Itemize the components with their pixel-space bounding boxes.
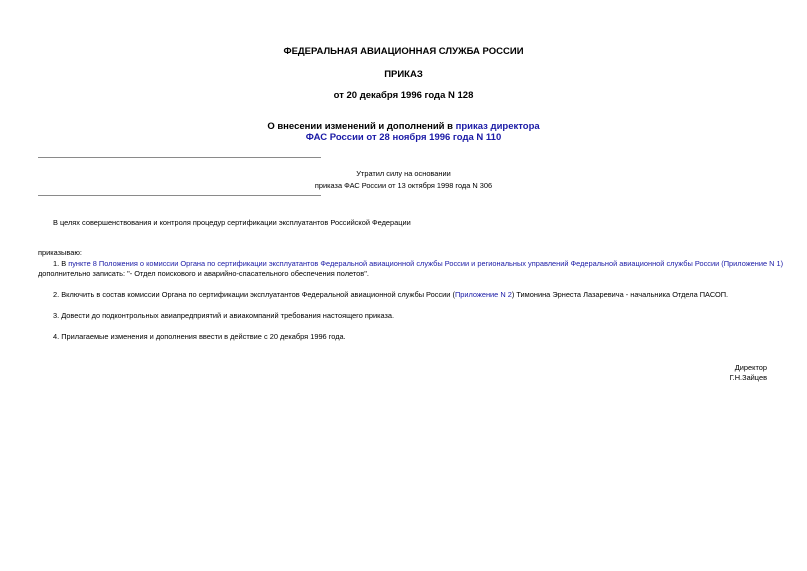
document-title-line2: [0, 132, 807, 144]
title-link-order[interactable]: приказ директора: [455, 121, 540, 132]
item-1: [53, 259, 783, 269]
status-note-line1: Утратил силу на основании: [356, 169, 451, 178]
divider-bottom: [38, 195, 321, 196]
title-link-order-date[interactable]: ФАС России от 28 ноября 1996 года N 110: [305, 132, 502, 143]
signature-position: Директор: [734, 363, 767, 372]
doc-type-heading: ПРИКАЗ: [384, 69, 423, 80]
signature-name: Г.Н.Зайцев: [729, 373, 767, 382]
item-1-prefix: 1. В: [53, 259, 69, 268]
item-1-link[interactable]: пункте 8 Положения о комиссии Органа по сертификации эксплуатантов Федеральной авиационной службы России и региональных управлений Федеральной авиационной службы России (Приложение N 1): [68, 259, 784, 268]
date-number-heading: от 20 декабря 1996 года N 128: [333, 90, 474, 101]
order-word: приказываю:: [38, 248, 82, 257]
item-2-suffix: ) Тимонина Эрнеста Лазаревича - начальника Отдела ПАСОП.: [511, 290, 729, 299]
title-prefix: О внесении изменений и дополнений в: [267, 121, 456, 132]
divider-top: [38, 157, 321, 158]
item-2-prefix: 2. Включить в состав комиссии Органа по сертификации эксплуатантов Федеральной авиационной службы России (: [53, 290, 455, 299]
item-2: [53, 290, 728, 300]
item-4: 4. Прилагаемые изменения и дополнения ввести в действие с 20 декабря 1996 года.: [53, 332, 346, 341]
item-2-link[interactable]: Приложение N 2: [454, 290, 512, 299]
agency-heading: ФЕДЕРАЛЬНАЯ АВИАЦИОННАЯ СЛУЖБА РОССИИ: [283, 46, 524, 57]
item-3: 3. Довести до подконтрольных авиапредприятий и авиакомпаний требования настоящего приказа.: [53, 311, 395, 320]
preamble: В целях совершенствования и контроля процедур сертификации эксплуатантов Российской Федерации: [53, 218, 411, 227]
item-1-continuation: дополнительно записать: "- Отдел поискового и аварийно-спасательного обеспечения полетов".: [38, 269, 369, 278]
status-note-line2: приказа ФАС России от 13 октября 1998 года N 306: [314, 181, 493, 190]
